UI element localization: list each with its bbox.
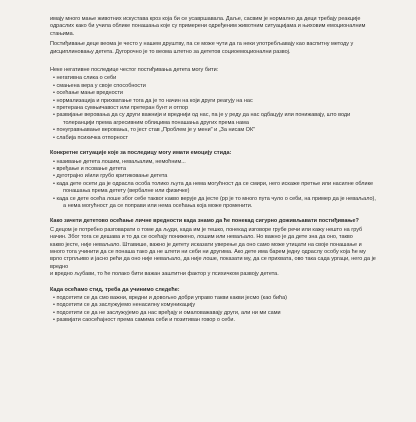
intro-paragraph (50, 16, 394, 38)
list-item: • вређање и псовање детета (50, 166, 394, 173)
list-item: • подсетити се да не заслужујемо да нас вређају и омаловажавају други, али ни ми сами (50, 310, 394, 317)
paragraph-line: дисциплиновању детета. Дугорочно је то веома штетно за дететов социоемоционални развој. (50, 48, 291, 55)
list-item: • развијати саосећајност према самима себи и позитиван говор о себи. (50, 317, 394, 324)
paragraph-line: врло стрпљиво и јасно рећи да оно није неваљало, да није лоше, показати му, да се прихвата, ово така сада ургаци, него да је вредно (50, 256, 376, 270)
list-item: • развијање веровања да су други важнији и вреднији од нас, па је у реду да нас одбацују или понижавају, што води (50, 112, 394, 119)
list-item-continuation: толеранцији према агресивним облицима понашања других према нама (63, 119, 249, 126)
shaming-paragraph (50, 41, 394, 56)
list-item: • нормализација и прихватање тога да је то начин на који други реагују на нас (50, 98, 394, 105)
paragraph-line: Постиђивање деце веома је често у нашем друштву, па се може чути да га неки употребљавају као васпитну методу у (50, 41, 354, 48)
intro-line: имају много мање животних искустава кроз која би се усавршавала. Даље, сасвим је нормално да деци требају реакције (50, 16, 361, 22)
list-item: • понугравњавање веровања, то јест став „Проблем је у мени" и „За нисам ОК" (50, 127, 394, 134)
paragraph-line: С децом је потребно разговарати о томе да људи, када им је тешко, понекад изговоре грубе речи или кажу нешто на груб (50, 226, 363, 233)
list-item: • када се дете осећа лоше због себе таквог какво верује да јесте (рр је то много пута чуло о себи, на пример да је неваљало), (50, 196, 394, 203)
list-item: • дуготрајно и/или грубо критиковање детета (50, 173, 394, 180)
paragraph-line: и вредно љубави, то ће полако бити важан заштитни фактор у психичком развоју детета. (50, 271, 279, 278)
paragraph-line: какво јесте, није неваљало. Штавише, важно је детету исказати уверење да оно само може утицати на своје понашање и (50, 241, 362, 248)
self-worth-paragraph (50, 227, 394, 279)
list-item: • смањена вера у своје способности (50, 83, 394, 90)
intro-line: одраслих како би учила облике понашања које су примерени одређеним животним ситуацијама и њиховим емоционалним (50, 23, 366, 30)
list-item: • слабија психичка отпорност (50, 135, 394, 142)
situations-heading: Конкретне ситуације које за последицу могу имати емоцију стида: (50, 150, 232, 157)
self-worth-heading: Како зачети дететово осећање личне вредности када знамо да ће понекад сигурно доживљавати постиђивање? (50, 218, 359, 225)
paragraph-line: много тога учинити да се понаша тако да не штети ни себи ни другима. Ако дете има барем једну одраслу особу која ће му (50, 248, 366, 255)
list-item: • када дете осети да је одрасла особа толико љута да нема могућност да се смири, него искаже претње или насилне облике (50, 181, 394, 188)
list-item: • претерана сумњичавост или претеран бунт и отпор (50, 105, 394, 112)
paragraph-line: начин. Због тога се дешава и то да се осећају понижено, лошим или неваљало. Но важно је да дете зна да оно, такво (50, 234, 353, 241)
consequences-heading: Неке негативне последице честог постиђивања детета могу бити: (50, 67, 219, 74)
consequences-list (50, 75, 394, 142)
list-item-continuation: а нема могућност да се поправи или нема осећања која може променити. (63, 202, 253, 209)
situations-list (50, 159, 394, 211)
list-item: • подсетити се да смо важни, вредни и довољно добри управо такви какви јесмо (као бића) (50, 295, 394, 302)
intro-line: стањима. (50, 30, 75, 37)
list-item: • подсетити се да заслужујемо ненасилну комуникацију (50, 302, 394, 309)
coping-heading: Када осећамо стид, треба да учинимо следеће: (50, 286, 180, 293)
coping-list (50, 295, 394, 325)
list-item: • називање детета лошим, неваљалим, немоћним... (50, 159, 394, 166)
list-item: • осећање мање вредности (50, 90, 394, 97)
list-item: • негативна слика о себи (50, 75, 394, 82)
list-item-continuation: понашања према детету (вербалне или физичке) (63, 188, 190, 195)
